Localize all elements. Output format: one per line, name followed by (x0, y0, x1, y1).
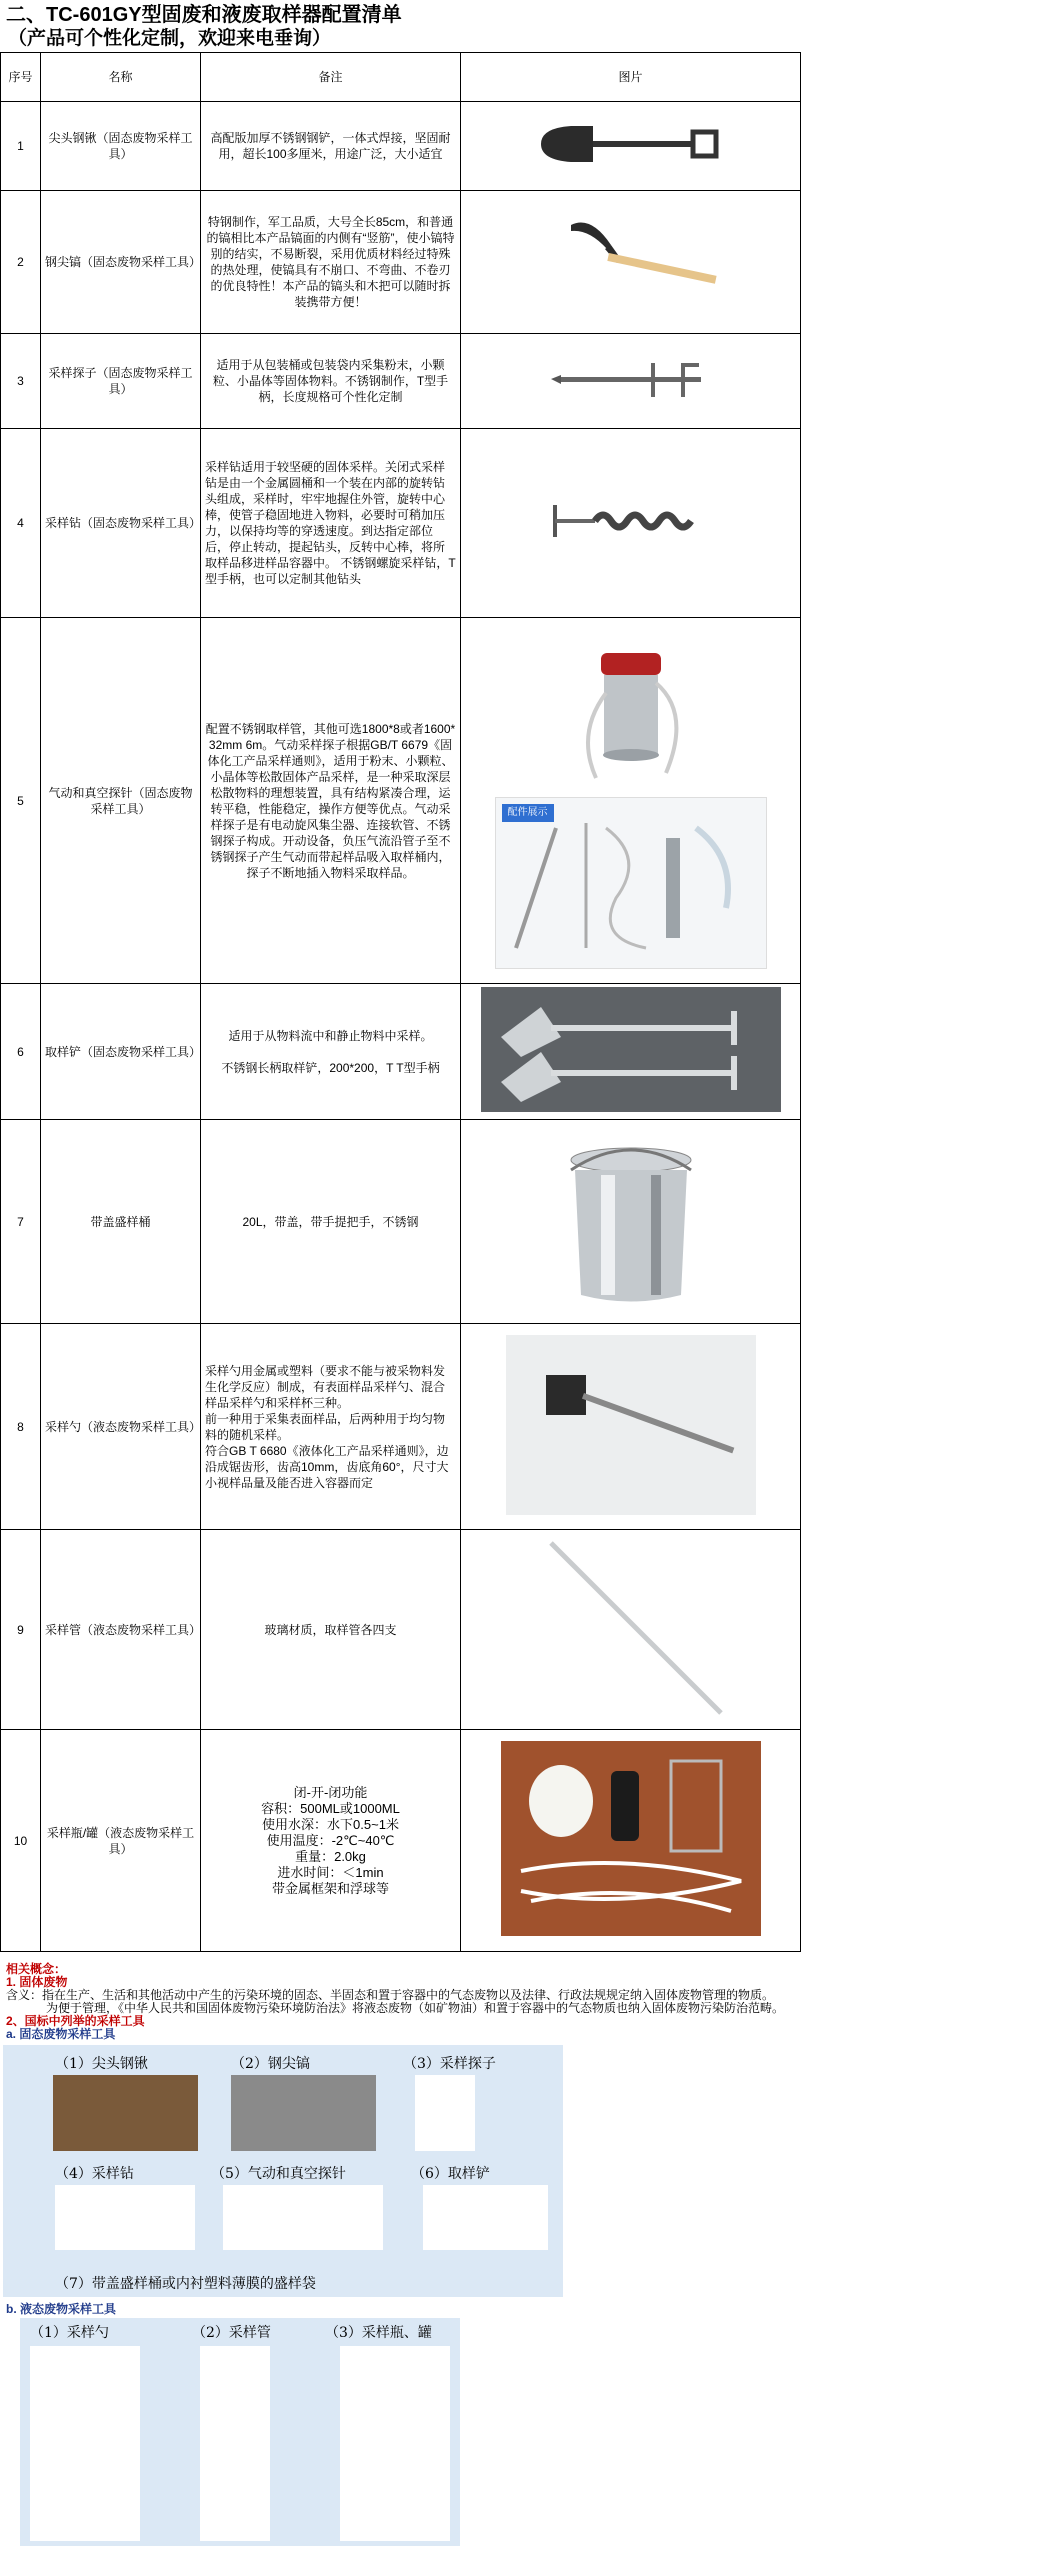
page-subtitle: （产品可个性化定制，欢迎来电垂询） (8, 28, 332, 49)
auger-drawing (55, 2185, 195, 2250)
row-picture (461, 1730, 801, 1952)
row-picture (461, 429, 801, 618)
row-note: 高配版加厚不锈钢钢铲，一体式焊接，坚固耐用，超长100多厘米，用途广泛，大小适宜 (201, 102, 461, 191)
tool-label: （2）钢尖镐 (231, 2056, 310, 2072)
table-row (1, 1730, 801, 1952)
row-picture (461, 191, 801, 334)
sampling-spoon-image (506, 1335, 756, 1515)
bucket-image (551, 1130, 711, 1310)
col-header-picture: 图片 (461, 53, 801, 102)
col-header-no: 序号 (1, 53, 41, 102)
tool-label: （3）采样瓶、罐 (325, 2325, 432, 2341)
page-title: 二、TC-601GY型固废和液废取样器配置清单 (6, 4, 402, 26)
row-name: 采样勺（液态废物采样工具） (41, 1324, 201, 1530)
tool-label: （7）带盖盛样桶或内衬塑料薄膜的盛样袋 (55, 2276, 316, 2292)
row-no: 7 (1, 1120, 41, 1324)
definition-line-1: 含义：指在生产、生活和其他活动中产生的污染环境的固态、半固态和置于容器中的气态废物以及法律、行政法规规定纳入固体废物管理的物质。 (6, 1988, 775, 2002)
tool-label: （6）取样铲 (411, 2166, 490, 2182)
row-note: 20L，带盖，带手提把手，不锈钢 (201, 1120, 461, 1324)
row-picture (461, 984, 801, 1120)
table-row (1, 429, 801, 618)
accessory-label: 配件展示 (502, 804, 554, 822)
row-name: 采样瓶/罐（液态废物采样工具） (41, 1730, 201, 1952)
tool-label: （4）采样钻 (55, 2166, 134, 2182)
row-no: 4 (1, 429, 41, 618)
row-note: 闭-开-闭功能 容积：500ML或1000ML 使用水深：水下0.5~1米 使用温度：-2℃~40℃ 重量：2.0kg 进水时间：＜1min 带金属框架和浮球等 (201, 1730, 461, 1952)
solid-tools-panel (3, 2045, 563, 2297)
table-row (1, 1120, 801, 1324)
row-no: 10 (1, 1730, 41, 1952)
table-row (1, 334, 801, 429)
row-name: 尖头钢锹（固态废物采样工具） (41, 102, 201, 191)
shovel-image (531, 114, 731, 174)
tube-drawing (200, 2346, 270, 2541)
sampling-scoop-image (481, 987, 781, 1112)
tool-label: （2）采样管 (192, 2325, 271, 2341)
bottle-drawing (340, 2346, 450, 2541)
probe-drawing (415, 2075, 475, 2151)
subsection-solid-tools: a. 固态废物采样工具 (6, 2027, 116, 2041)
row-note: 采样钻适用于较坚硬的固体采样。关闭式采样钻是由一个金属圆桶和一个装在内部的旋转钻头组成，采样时，牢牢地握住外管，旋转中心棒，使管子稳固地进入物料，必要时可稍加压力，以保持均等的穿透速度。到达指定部位后，停止转动，提起钻头，反转中心棒，将所取样品移进样品容器中。 不锈钢螺旋采样钻，T型手柄，也可以定制其他钻头 (201, 429, 461, 618)
row-name: 采样钻（固态废物采样工具） (41, 429, 201, 618)
row-name: 气动和真空探针（固态废物采样工具） (41, 618, 201, 984)
concepts-section (6, 1963, 1046, 2041)
row-note: 特钢制作，军工品质，大号全长85cm，和普通的镐相比本产品镐面的内侧有“竖筋”，使小镐特别的结实，不易断裂，采用优质材料经过特殊的热处理，使镐具有不崩口、不弯曲、不卷刃的优良特性！本产品的镐头和木把可以随时拆装携带方便！ (201, 191, 461, 334)
tool-label: （3）采样探子 (403, 2056, 496, 2072)
table-header-row (1, 53, 801, 102)
liquid-tools-panel (20, 2318, 460, 2546)
table-row (1, 984, 801, 1120)
table-row (1, 102, 801, 191)
pick-photo (231, 2075, 376, 2151)
concepts-heading: 相关概念： (6, 1962, 67, 1976)
config-table (0, 52, 801, 1952)
table-row (1, 1530, 801, 1730)
row-no: 1 (1, 102, 41, 191)
shovel-photo (53, 2075, 198, 2151)
row-picture (461, 1530, 801, 1730)
row-no: 3 (1, 334, 41, 429)
row-no: 6 (1, 984, 41, 1120)
row-name: 取样铲（固态废物采样工具） (41, 984, 201, 1120)
vacuum-probe-drawing (223, 2185, 383, 2250)
table-row (1, 618, 801, 984)
row-note: 适用于从包装桶或包装袋内采集粉末，小颗粒、小晶体等固体物料。不锈钢制作，T型手柄，长度规格可个性化定制 (201, 334, 461, 429)
row-name: 钢尖镐（固态废物采样工具） (41, 191, 201, 334)
row-no: 9 (1, 1530, 41, 1730)
subsection-liquid-tools: b. 液态废物采样工具 (6, 2302, 116, 2316)
row-note: 适用于从物料流中和静止物料中采样。 不锈钢长柄取样铲，200*200，T T型手柄 (201, 984, 461, 1120)
pick-image (531, 205, 731, 315)
section-solid-waste: 1. 固体废物 (6, 1975, 68, 1989)
row-no: 5 (1, 618, 41, 984)
table-row (1, 191, 801, 334)
row-note: 玻璃材质，取样管各四支 (201, 1530, 461, 1730)
row-picture (461, 618, 801, 984)
probe-image (531, 349, 731, 409)
glass-tube-image (521, 1533, 741, 1723)
row-no: 8 (1, 1324, 41, 1530)
definition-line-2: 为便于管理，《中华人民共和国固体废物污染环境防治法》将液态废物（如矿物油）和置于容器中的气态物质也纳入固体废物污染防治范畴。 (46, 2001, 785, 2015)
scoop-drawing (423, 2185, 548, 2250)
row-note: 配置不锈钢取样管，其他可选1800*8或者1600* 32mm 6m。气动采样探子根据GB/T 6679《固体化工产品采样通则》，适用于粉末、小颗粒、小晶体等松散固体产品采样，是一种采取深层松散物料的理想装置，具有结构紧凑合理，运转平稳，性能稳定，操作方便等优点。气动采样探子是有电动旋风集尘器、连接软管、不锈钢探子构成。开动设备，负压气流沿管子至不锈钢探子产生气动而带起样品吸入取样桶内，探子不断地插入物料采取样品。 (201, 618, 461, 984)
row-name: 采样管（液态废物采样工具） (41, 1530, 201, 1730)
col-header-name: 名称 (41, 53, 201, 102)
row-name: 带盖盛样桶 (41, 1120, 201, 1324)
spoon-drawing (30, 2346, 140, 2541)
tool-label: （5）气动和真空探针 (211, 2166, 346, 2182)
row-picture (461, 334, 801, 429)
tool-label: （1）尖头钢锹 (55, 2056, 148, 2072)
table-row (1, 1324, 801, 1530)
row-picture (461, 102, 801, 191)
auger-image (531, 491, 731, 551)
row-name: 采样探子（固态废物采样工具） (41, 334, 201, 429)
row-picture (461, 1120, 801, 1324)
tool-label: （1）采样勺 (30, 2325, 109, 2341)
accessories-image (496, 798, 766, 968)
col-header-note: 备注 (201, 53, 461, 102)
section-tools: 2、国标中列举的采样工具 (6, 2014, 145, 2028)
row-no: 2 (1, 191, 41, 334)
row-picture (461, 1324, 801, 1530)
vacuum-collector-image (566, 633, 696, 783)
row-note: 采样勺用金属或塑料（要求不能与被采物料发生化学反应）制成，有表面样品采样勺、混合样品采样勺和采样杯三种。 前一种用于采集表面样品，后两种用于均匀物料的随机采样。 符合GB T 6680《液体化工产品采样通则》，边沿成锯齿形，齿高10mm，齿底角60°，尺寸大小视样品量及能否进入容器而定 (201, 1324, 461, 1530)
sampling-bottle-image (501, 1741, 761, 1936)
